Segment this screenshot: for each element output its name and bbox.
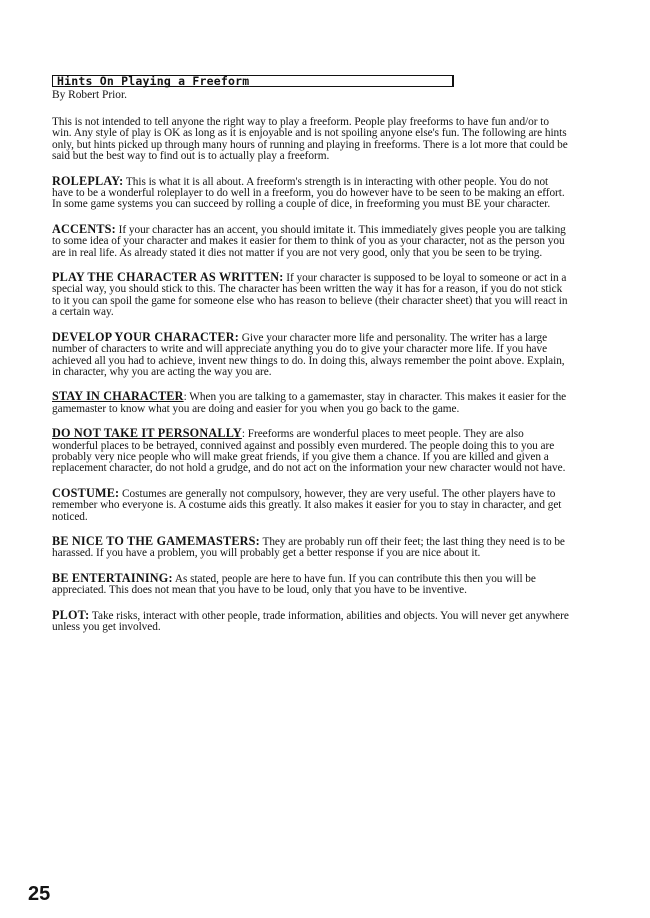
paragraph-play-as-written <box>52 272 570 319</box>
article-byline: By Robert Prior. <box>52 89 127 101</box>
paragraph-lead: PLAY THE CHARACTER AS WRITTEN: <box>52 270 284 285</box>
article-body <box>52 116 570 646</box>
paragraph-do-not-take-personally <box>52 428 570 475</box>
paragraph-be-nice-to-gamemasters <box>52 533 570 560</box>
paragraph-lead: STAY IN CHARACTER <box>52 389 184 404</box>
article-title: Hints On Playing a Freeform <box>57 74 250 88</box>
paragraph-text: This is what it is all about. A freeform's strength is in interacting with other people. You do not have to be a wonderful roleplayer to do well in a freeform, you do however have to be seen to be making an effort. In some game systems you can succeed by rolling a couple of dice, in freeforming you must BE your character. <box>52 175 565 211</box>
paragraph-lead: ROLEPLAY: <box>52 173 124 188</box>
paragraph-lead: COSTUME: <box>52 485 120 500</box>
paragraph-lead: ACCENTS: <box>52 221 116 236</box>
paragraph-lead: DEVELOP YOUR CHARACTER: <box>52 329 239 344</box>
paragraph-develop-character <box>52 329 570 379</box>
paragraph-text: : Freeforms are wonderful places to meet people. They are also wonderful places to be betrayed, connived against and possibly even murdered. The people doing this to you are probably very nice people who will make great friends, if you give them a chance. If you are killed and given a replacement character, do not hold a grudge, and do not act on the information your new character would not have. <box>52 428 566 475</box>
paragraph-stay-in-character <box>52 391 570 415</box>
page-number: 25 <box>28 883 51 905</box>
paragraph-lead: BE ENTERTAINING: <box>52 570 173 585</box>
paragraph-roleplay <box>52 173 570 211</box>
paragraph-intro <box>52 116 570 163</box>
paragraph-text: : When you are talking to a gamemaster, stay in character. This makes it easier for the gamemaster to know what you are doing and easier for you when you go back to the game. <box>52 391 567 415</box>
paragraph-lead: PLOT: <box>52 607 90 622</box>
paragraph-lead: DO NOT TAKE IT PERSONALLY <box>52 426 242 441</box>
paragraph-plot <box>52 607 570 634</box>
paragraph-text: As stated, people are here to have fun. If you can contribute this then you will be appreciated. This does not mean that you have to be loud, only that you have to be inventive. <box>52 572 536 597</box>
paragraph-text: If your character is supposed to be loyal to someone or act in a special way, you should stick to this. The character has been written the way it has for a reason, if you do not stick to it you can spoil the game for someone else who has reason to believe (their character sheet) that you will react in a certain way. <box>52 272 568 319</box>
paragraph-accents <box>52 221 570 259</box>
paragraph-be-entertaining <box>52 570 570 597</box>
paragraph-lead: BE NICE TO THE GAMEMASTERS: <box>52 533 260 548</box>
paragraph-costume <box>52 485 570 523</box>
paragraph-text: Take risks, interact with other people, trade information, abilities and objects. You will never get anywhere unless you get involved. <box>52 609 569 633</box>
paragraph-text: They are probably run off their feet; the last thing they need is to be harassed. If you have a problem, you will probably get a better response if you are nice about it. <box>52 535 565 560</box>
paragraph-text: This is not intended to tell anyone the right way to play a freeform. People play freeforms to have fun and/or to win. Any style of play is OK as long as it is enjoyable and is not spoiling anyone else's fun. The following are hints only, but hints picked up through many hours of running and playing in freeforms. There is a lot more that could be said but the best way to find out is to actually play a freeform. <box>52 116 568 163</box>
paragraph-text: If your character has an accent, you should imitate it. This immediately gives people you are talking to some idea of your character and makes it easier for them to think of you as your character, not as the person you are in real life. As already stated it dies not matter if you are not very good, only that you be seen to be trying. <box>52 223 566 259</box>
paragraph-text: Give your character more life and personality. The writer has a large number of characters to write and will appreciate anything you do to give your character more life. If you have achieved all you had to achieve, invent new things to do. In doing this, always remember the point above. Explain, in character, why you are acting the way you are. <box>52 331 565 378</box>
title-box <box>52 75 454 87</box>
paragraph-text: Costumes are generally not compulsory, however, they are very useful. The other players have to remember who everyone is. A costume aids this greatly. It also makes it easier for you to stay in character, and get noticed. <box>52 487 562 523</box>
